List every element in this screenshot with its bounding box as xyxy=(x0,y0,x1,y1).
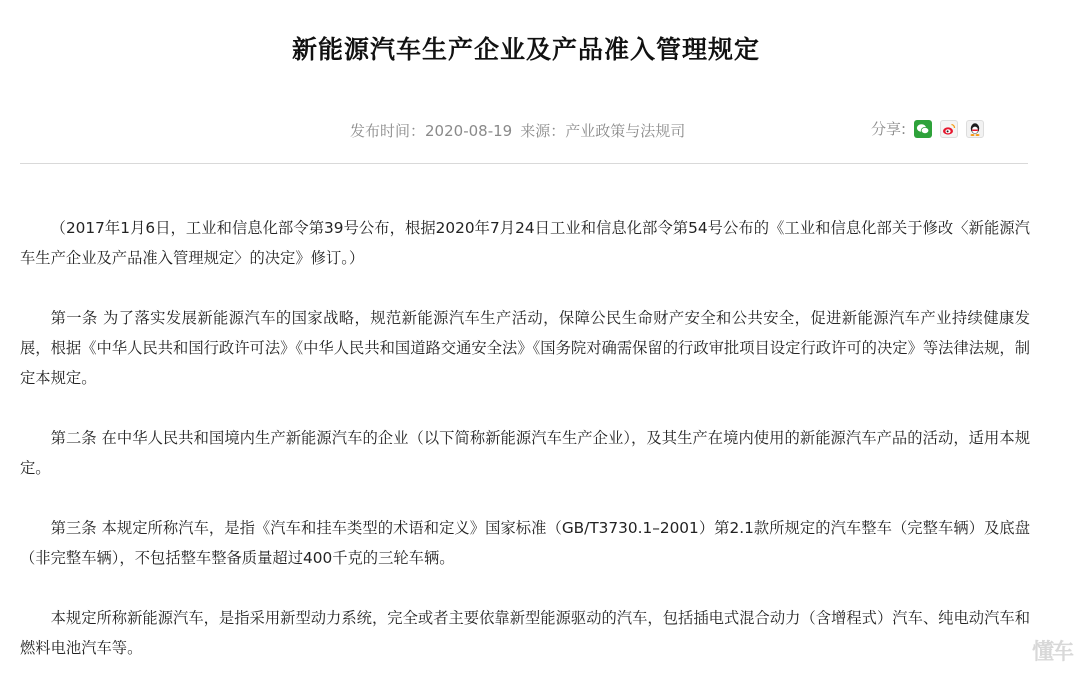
qq-icon[interactable] xyxy=(966,120,984,138)
paragraph-article-1: 第一条 为了落实发展新能源汽车的国家战略，规范新能源汽车生产活动，保障公民生命财产安全和公共安全，促进新能源汽车产业持续健康发展，根据《中华人民共和国行政许可法》《中华人民共和国道路交通安全法》《国务院对确需保留的行政审批项目设定行政许可的决定》等法律法规，制定本规定。 xyxy=(20,309,1030,387)
article-body xyxy=(20,213,1030,693)
paragraph-preamble: （2017年1月6日，工业和信息化部令第39号公布，根据2020年7月24日工业和信息化部令第54号公布的《工业和信息化部关于修改〈新能源汽车生产企业及产品准入管理规定〉的决定》修订。） xyxy=(20,219,1030,267)
article-meta xyxy=(350,120,685,141)
publish-date: 2020-08-19 xyxy=(425,122,513,140)
weibo-icon[interactable] xyxy=(940,120,958,138)
source-name: 产业政策与法规司 xyxy=(565,122,686,140)
share-bar xyxy=(871,118,984,139)
article-title: 新能源汽车生产企业及产品准入管理规定 xyxy=(291,35,760,64)
wechat-icon[interactable] xyxy=(914,120,932,138)
paragraph-article-3-cont: 本规定所称新能源汽车，是指采用新型动力系统，完全或者主要依靠新型能源驱动的汽车，包括插电式混合动力（含增程式）汽车、纯电动汽车和燃料电池汽车等。 xyxy=(20,609,1030,657)
watermark-logo: 懂车 xyxy=(1031,640,1072,665)
publish-label: 发布时间： xyxy=(350,122,426,140)
paragraph-article-3: 第三条 本规定所称汽车，是指《汽车和挂车类型的术语和定义》国家标准（GB/T3730.1–2001）第2.1款所规定的汽车整车（完整车辆）及底盘（非完整车辆），不包括整车整备质量超过400千克的三轮车辆。 xyxy=(20,519,1030,567)
share-label: 分享: xyxy=(871,120,907,138)
paragraph-article-2: 第二条 在中华人民共和国境内生产新能源汽车的企业（以下简称新能源汽车生产企业），及其生产在境内使用的新能源汽车产品的活动，适用本规定。 xyxy=(20,429,1030,477)
header-divider xyxy=(20,163,1028,164)
source-label: 来源： xyxy=(520,122,566,140)
